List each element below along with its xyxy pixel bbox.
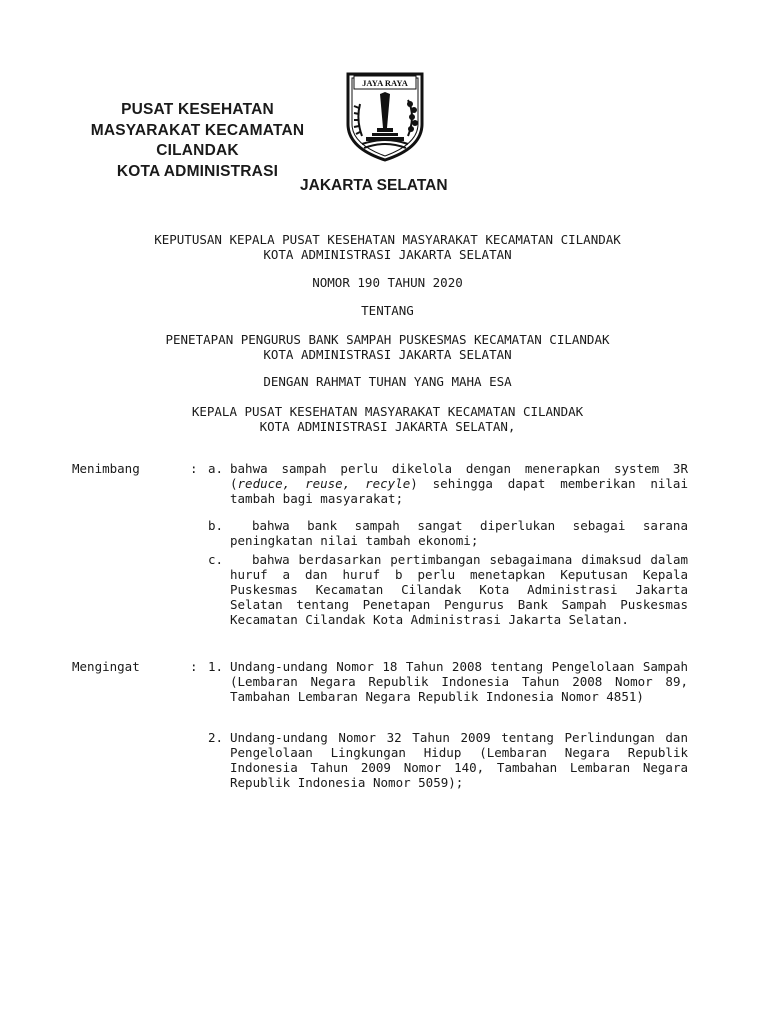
header-line-2: MASYARAKAT KECAMATAN xyxy=(90,121,305,139)
decree-title-line-2: KOTA ADMINISTRASI JAKARTA SELATAN xyxy=(263,247,512,262)
decree-about: TENTANG xyxy=(361,303,414,318)
menimbang-a-post: ) sehingga dapat memberikan nilai tambah bagi masyarakat; xyxy=(230,476,688,506)
decree-title-line-1: KEPUTUSAN KEPALA PUSAT KESEHATAN MASYARAKAT KECAMATAN CILANDAK xyxy=(154,232,621,247)
header-line-4: KOTA ADMINISTRASI xyxy=(116,162,279,180)
menimbang-colon: : xyxy=(190,461,198,476)
menimbang-a-marker: a. xyxy=(208,461,224,476)
header-line-3: CILANDAK xyxy=(156,142,239,159)
mengingat-2-text: Undang-undang Nomor 32 Tahun 2009 tentang Perlindungan dan Pengelolaan Lingkungan Hidup (Lembaran Negara Republik Indonesia Tahun 2009 Nomor 140, Tambahan Lembaran Negara Republik Indonesia Nomor 5059); xyxy=(230,730,688,790)
menimbang-c-body: bahwa berdasarkan pertimbangan sebagaimana dimaksud dalam huruf a dan huruf b perlu menetapkan Keputusan Kepala Puskesmas Kecamatan Cilandak Kota Administrasi Jakarta Selatan tentang Penetapan Pengurus Bank Sampah Puskesmas Kecamatan Cilandak Kota Administrasi Jakarta Selatan. xyxy=(230,552,688,627)
institution-header xyxy=(60,100,335,182)
menimbang-a-text xyxy=(230,461,688,506)
header-line-1: PUSAT KESEHATAN xyxy=(121,101,274,118)
menimbang-b-marker: b. xyxy=(208,518,224,533)
mengingat-1-marker: 1. xyxy=(208,659,224,674)
decree-subject-line-1: PENETAPAN PENGURUS BANK SAMPAH PUSKESMAS KECAMATAN CILANDAK xyxy=(165,332,610,347)
menimbang-label: Menimbang xyxy=(72,461,140,476)
decree-number: NOMOR 190 TAHUN 2020 xyxy=(312,275,463,290)
grace-statement: DENGAN RAHMAT TUHAN YANG MAHA ESA xyxy=(263,374,512,389)
menimbang-b-text xyxy=(230,518,688,548)
jakarta-emblem-icon xyxy=(340,70,430,162)
header-city: JAKARTA SELATAN xyxy=(300,177,448,194)
menimbang-c-marker: c. xyxy=(208,552,224,567)
mengingat-colon: : xyxy=(190,659,198,674)
menimbang-a-pre: bahwa sampah perlu dikelola dengan menerapkan system 3R ( xyxy=(230,461,688,491)
emblem-motto: JAYA RAYA xyxy=(362,78,408,88)
menimbang-c-text xyxy=(230,552,688,627)
mengingat-2-marker: 2. xyxy=(208,730,224,745)
menimbang-a-italic: reduce, reuse, recyle xyxy=(237,476,411,491)
issuer-line-1: KEPALA PUSAT KESEHATAN MASYARAKAT KECAMATAN CILANDAK xyxy=(191,404,584,419)
mengingat-label: Mengingat xyxy=(72,659,140,674)
issuer-line-2: KOTA ADMINISTRASI JAKARTA SELATAN, xyxy=(259,419,516,434)
mengingat-1-text: Undang-undang Nomor 18 Tahun 2008 tentang Pengelolaan Sampah (Lembaran Negara Republik Indonesia Tahun 2008 Nomor 89, Tambahan Lembaran Negara Republik Indonesia Nomor 4851) xyxy=(230,659,688,704)
decree-subject-line-2: KOTA ADMINISTRASI JAKARTA SELATAN xyxy=(263,347,512,362)
menimbang-b-body: bahwa bank sampah sangat diperlukan sebagai sarana peningkatan nilai tambah ekonomi; xyxy=(230,518,688,548)
